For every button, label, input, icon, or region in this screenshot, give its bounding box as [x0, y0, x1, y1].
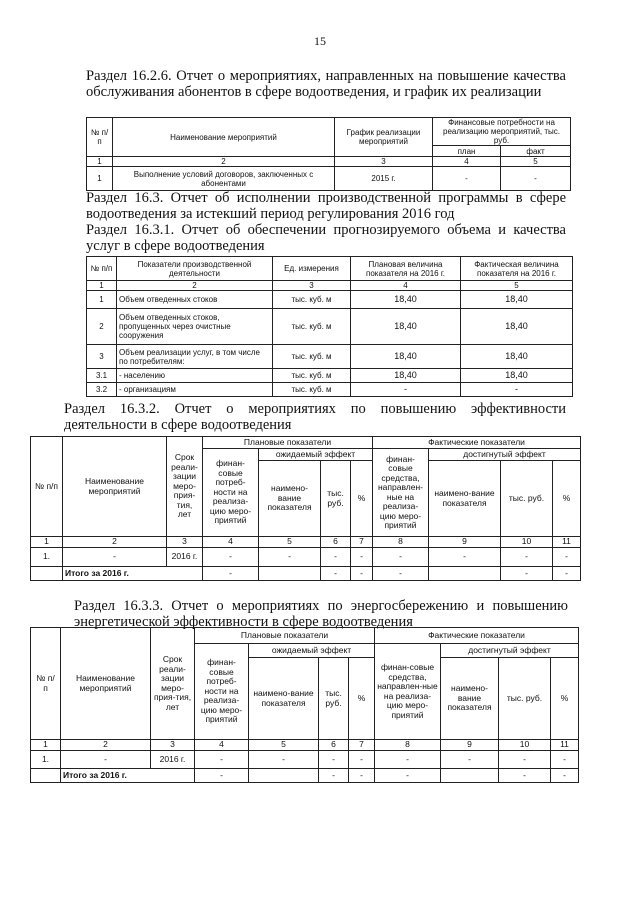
cell-num: 3 — [87, 345, 117, 369]
cell: - — [551, 769, 579, 783]
header-rub: тыс. руб. — [501, 461, 553, 537]
cell — [259, 567, 321, 581]
col-number: 2 — [61, 740, 151, 751]
header-achieved: достигнутый эффект — [429, 449, 581, 461]
header-num: № п/ п — [31, 628, 61, 740]
cell: - — [195, 769, 249, 783]
cell-name: - населению — [117, 369, 273, 383]
table-16-3-1 — [86, 256, 573, 397]
cell: - — [553, 567, 581, 581]
header-rub: тыс. руб. — [321, 461, 351, 537]
col-number: 1 — [31, 740, 61, 751]
header-rub: тыс. руб. — [499, 658, 551, 740]
cell-name: Выполнение условий договоров, заключенных с абонентами — [113, 167, 335, 191]
col-number: 2 — [63, 537, 167, 548]
cell: - — [203, 548, 259, 567]
header-indicator: Показатели производственной деятельности — [117, 257, 273, 281]
cell-plan: 18,40 — [351, 309, 461, 345]
cell: - — [319, 751, 349, 769]
cell-fact: 18,40 — [461, 309, 573, 345]
col-number: 8 — [375, 740, 441, 751]
col-number: 9 — [429, 537, 501, 548]
header-indicator-name: наимено-вание показателя — [441, 658, 499, 740]
page-number: 15 — [314, 34, 326, 48]
col-number: 11 — [553, 537, 581, 548]
header-expected: ожидаемый эффект — [249, 644, 375, 658]
col-number: 8 — [373, 537, 429, 548]
section-16-3-3-heading — [74, 598, 568, 630]
cell — [249, 769, 319, 783]
section-16-3-heading — [86, 190, 566, 222]
cell: - — [501, 548, 553, 567]
cell: - — [501, 567, 553, 581]
cell: - — [441, 751, 499, 769]
cell: - — [551, 751, 579, 769]
header-schedule: График реализации мероприятий — [335, 118, 433, 157]
col-number: 3 — [151, 740, 195, 751]
header-unit: Ед. измерения — [273, 257, 351, 281]
header-plan: Плановая величина показателя на 2016 г. — [351, 257, 461, 281]
header-fin-fact: финан-совые средства, направлен-ные на реализа-цию меро-приятий — [373, 449, 429, 537]
header-indicator-name: наимено-вание показателя — [429, 461, 501, 537]
cell: - — [195, 751, 249, 769]
cell-fact: - — [501, 167, 571, 191]
cell: - — [259, 548, 321, 567]
col-number: 4 — [203, 537, 259, 548]
header-actual: Фактические показатели — [373, 437, 581, 449]
cell-num: 3.2 — [87, 383, 117, 397]
header-term: Срок реали-зации меро-прия-тия, лет — [167, 437, 203, 537]
header-fin-plan: финан-совые потреб-ности на реализа-цию меро-приятий — [195, 644, 249, 740]
cell-num: 1 — [87, 167, 113, 191]
cell: - — [351, 567, 373, 581]
total-label: Итого за 2016 г. — [61, 769, 195, 783]
cell — [31, 567, 63, 581]
cell-plan: 18,40 — [351, 345, 461, 369]
section-16-3-2-heading — [64, 401, 566, 433]
col-number: 5 — [249, 740, 319, 751]
header-fact: факт — [501, 146, 571, 157]
header-num: № п/п — [87, 118, 113, 157]
table-row — [87, 291, 573, 309]
header-pct: % — [553, 461, 581, 537]
cell: - — [429, 548, 501, 567]
total-label: Итого за 2016 г. — [63, 567, 203, 581]
cell-fact: 18,40 — [461, 291, 573, 309]
cell: - — [553, 548, 581, 567]
table-16-3-3 — [30, 627, 579, 783]
col-number: 6 — [321, 537, 351, 548]
cell — [441, 769, 499, 783]
col-number: 1 — [31, 537, 63, 548]
header-name: Наименование мероприятий — [113, 118, 335, 157]
cell-plan: - — [433, 167, 501, 191]
table-row — [87, 369, 573, 383]
header-pct: % — [551, 658, 579, 740]
cell: - — [499, 751, 551, 769]
header-planned: Плановые показатели — [195, 628, 375, 644]
header-pct: % — [349, 658, 375, 740]
cell: - — [351, 548, 373, 567]
header-fin-fact: финан-совые средства, направлен-ные на реализа-цию меро-приятий — [375, 644, 441, 740]
cell: - — [499, 769, 551, 783]
col-number: 11 — [551, 740, 579, 751]
cell — [31, 769, 61, 783]
cell-name: - организациям — [117, 383, 273, 397]
cell-unit: тыс. куб. м — [273, 345, 351, 369]
col-number: 7 — [351, 537, 373, 548]
column-numbers-row — [31, 537, 581, 548]
cell-unit: тыс. куб. м — [273, 309, 351, 345]
header-indicator-name: наимено-вание показателя — [259, 461, 321, 537]
cell-schedule: 2015 г. — [335, 167, 433, 191]
col-number: 10 — [499, 740, 551, 751]
column-numbers-row — [87, 281, 573, 291]
cell-plan: - — [351, 383, 461, 397]
header-achieved: достигнутый эффект — [441, 644, 579, 658]
col-number: 5 — [501, 157, 571, 167]
cell-name: Объем отведенных стоков, пропущенных через очистные сооружения — [117, 309, 273, 345]
header-plan: план — [433, 146, 501, 157]
cell — [429, 567, 501, 581]
cell: - — [373, 548, 429, 567]
header-fin-plan: финан-совые потреб-ности на реализа-цию меро-приятий — [203, 449, 259, 537]
section-heading-text: Раздел 16.2.6. Отчет о мероприятиях, направленных на повышение качества обслуживания абонентов в сфере водоотведения, и график их реализации — [86, 68, 566, 100]
col-number: 4 — [433, 157, 501, 167]
col-number: 5 — [259, 537, 321, 548]
table-row — [31, 548, 581, 567]
col-number: 3 — [167, 537, 203, 548]
header-actual: Фактические показатели — [375, 628, 579, 644]
header-term: Срок реали-зации меро-прия-тия, лет — [151, 628, 195, 740]
cell-num: 1 — [87, 291, 117, 309]
table-row — [87, 345, 573, 369]
col-number: 1 — [87, 281, 117, 291]
table-row — [87, 167, 571, 191]
cell: - — [321, 548, 351, 567]
section-heading-text: Раздел 16.3.1. Отчет об обеспечении прогнозируемого объема и качества услуг в сфере водоотведения — [86, 222, 566, 254]
cell-name: Объем отведенных стоков — [117, 291, 273, 309]
cell: 2016 г. — [151, 751, 195, 769]
section-heading-text: Раздел 16.3.3. Отчет о мероприятиях по энергосбережению и повышению энергетической эффективности в сфере водоотведения — [74, 598, 568, 630]
col-number: 5 — [461, 281, 573, 291]
table-row — [87, 383, 573, 397]
header-fact: Фактическая величина показателя на 2016 г. — [461, 257, 573, 281]
table-16-3-2 — [30, 436, 581, 581]
col-number: 3 — [273, 281, 351, 291]
header-rub: тыс. руб. — [319, 658, 349, 740]
col-number: 9 — [441, 740, 499, 751]
cell: - — [375, 751, 441, 769]
cell: 2016 г. — [167, 548, 203, 567]
section-16-3-1-heading — [86, 222, 566, 254]
col-number: 3 — [335, 157, 433, 167]
total-row — [31, 769, 579, 783]
cell-unit: тыс. куб. м — [273, 291, 351, 309]
cell-name: Объем реализации услуг, в том числе по потребителям: — [117, 345, 273, 369]
cell: 1. — [31, 548, 63, 567]
cell: - — [249, 751, 319, 769]
table-row — [87, 309, 573, 345]
cell: - — [61, 751, 151, 769]
cell: - — [321, 567, 351, 581]
cell: - — [203, 567, 259, 581]
cell-fact: - — [461, 383, 573, 397]
total-row — [31, 567, 581, 581]
section-heading-text: Раздел 16.3. Отчет об исполнении производственной программы в сфере водоотведения за истекший период регулирования 2016 год — [86, 190, 566, 222]
header-num: № п/п — [87, 257, 117, 281]
cell-unit: тыс. куб. м — [273, 383, 351, 397]
cell-unit: тыс. куб. м — [273, 369, 351, 383]
header-pct: % — [351, 461, 373, 537]
cell: - — [349, 751, 375, 769]
cell-num: 2 — [87, 309, 117, 345]
cell: - — [319, 769, 349, 783]
cell: - — [349, 769, 375, 783]
col-number: 7 — [349, 740, 375, 751]
cell: - — [375, 769, 441, 783]
cell-plan: 18,40 — [351, 369, 461, 383]
header-expected: ожидаемый эффект — [259, 449, 373, 461]
header-indicator-name: наимено-вание показателя — [249, 658, 319, 740]
header-name: Наименование мероприятий — [61, 628, 151, 740]
section-heading-text: Раздел 16.3.2. Отчет о мероприятиях по повышению эффективности деятельности в сфере водоотведения — [64, 401, 566, 433]
header-num: № п/п — [31, 437, 63, 537]
table-row — [31, 751, 579, 769]
header-name: Наименование мероприятий — [63, 437, 167, 537]
table-16-2-6 — [86, 117, 571, 191]
col-number: 4 — [195, 740, 249, 751]
col-number: 6 — [319, 740, 349, 751]
cell-fact: 18,40 — [461, 369, 573, 383]
cell-num: 3.1 — [87, 369, 117, 383]
cell: 1. — [31, 751, 61, 769]
col-number: 1 — [87, 157, 113, 167]
cell: - — [373, 567, 429, 581]
col-number: 10 — [501, 537, 553, 548]
section-16-2-6-heading — [86, 68, 566, 100]
col-number: 2 — [113, 157, 335, 167]
header-financing: Финансовые потребности на реализацию мероприятий, тыс. руб. — [433, 118, 571, 146]
col-number: 4 — [351, 281, 461, 291]
col-number: 2 — [117, 281, 273, 291]
cell-fact: 18,40 — [461, 345, 573, 369]
column-numbers-row — [87, 157, 571, 167]
header-planned: Плановые показатели — [203, 437, 373, 449]
cell: - — [63, 548, 167, 567]
cell-plan: 18,40 — [351, 291, 461, 309]
column-numbers-row — [31, 740, 579, 751]
